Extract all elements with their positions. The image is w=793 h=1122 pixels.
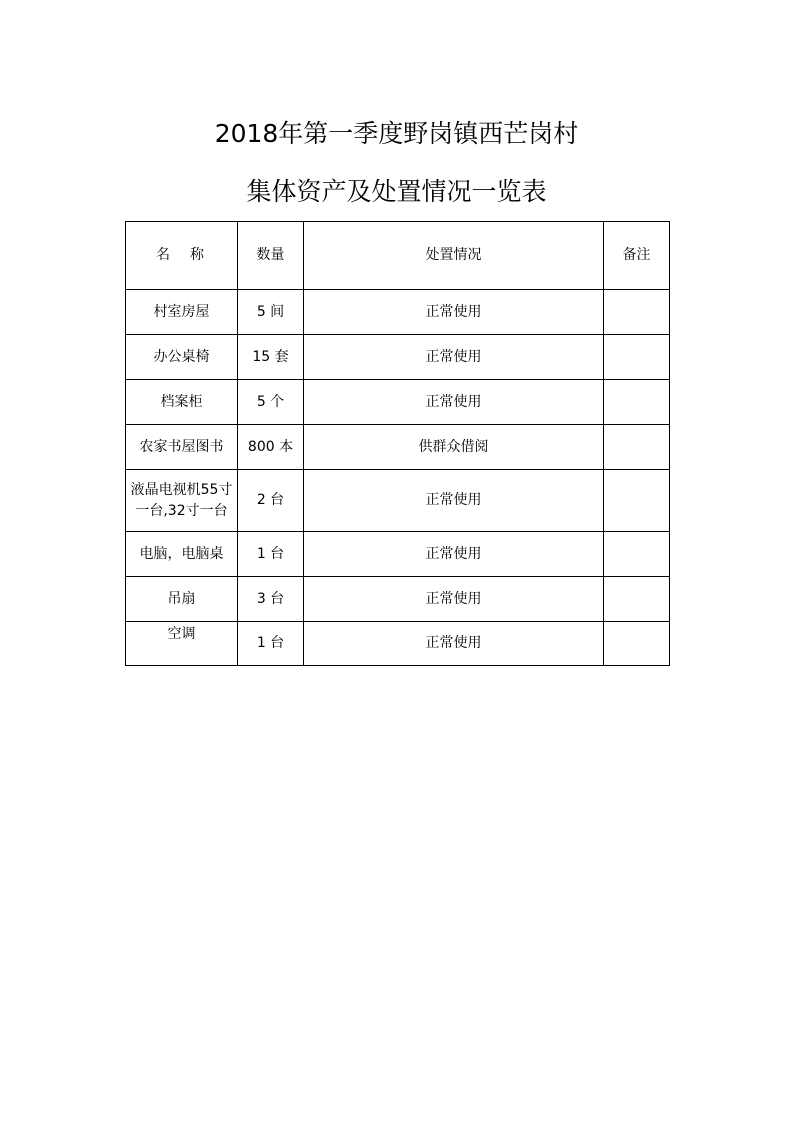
cell-quantity: 5 个 <box>238 380 304 425</box>
cell-name: 办公桌椅 <box>126 335 238 380</box>
asset-table <box>125 221 670 666</box>
table-row <box>126 425 670 470</box>
cell-status: 正常使用 <box>304 290 604 335</box>
cell-status: 供群众借阅 <box>304 425 604 470</box>
cell-status: 正常使用 <box>304 335 604 380</box>
cell-name: 档案柜 <box>126 380 238 425</box>
header-status: 处置情况 <box>304 222 604 290</box>
cell-status: 正常使用 <box>304 532 604 577</box>
cell-remark <box>604 335 670 380</box>
table-row <box>126 290 670 335</box>
cell-status: 正常使用 <box>304 577 604 622</box>
cell-remark <box>604 425 670 470</box>
header-name: 名称 <box>126 222 238 290</box>
header-remark: 备注 <box>604 222 670 290</box>
cell-quantity: 800 本 <box>238 425 304 470</box>
cell-status: 正常使用 <box>304 470 604 532</box>
cell-status: 正常使用 <box>304 380 604 425</box>
cell-remark <box>604 577 670 622</box>
cell-remark <box>604 380 670 425</box>
table-row <box>126 380 670 425</box>
cell-quantity: 2 台 <box>238 470 304 532</box>
cell-quantity: 5 间 <box>238 290 304 335</box>
cell-name: 液晶电视机55寸一台,32寸一台 <box>126 470 238 532</box>
cell-name: 村室房屋 <box>126 290 238 335</box>
cell-quantity: 1 台 <box>238 622 304 666</box>
document-title-line-1: 2018年第一季度野岗镇西芒岗村 <box>214 119 579 148</box>
cell-name: 空调 <box>126 622 238 666</box>
cell-name: 电脑，电脑桌 <box>126 532 238 577</box>
table-header-row <box>126 222 670 290</box>
table-row <box>126 532 670 577</box>
cell-name: 农家书屋图书 <box>126 425 238 470</box>
cell-quantity: 3 台 <box>238 577 304 622</box>
cell-quantity: 15 套 <box>238 335 304 380</box>
document-title-line-2: 集体资产及处置情况一览表 <box>246 177 547 206</box>
cell-remark <box>604 622 670 666</box>
cell-remark <box>604 532 670 577</box>
header-quantity: 数量 <box>238 222 304 290</box>
cell-name: 吊扇 <box>126 577 238 622</box>
cell-remark <box>604 470 670 532</box>
table-row <box>126 470 670 532</box>
cell-status: 正常使用 <box>304 622 604 666</box>
table-row <box>126 577 670 622</box>
cell-remark <box>604 290 670 335</box>
table-row <box>126 622 670 666</box>
table-row <box>126 335 670 380</box>
cell-quantity: 1 台 <box>238 532 304 577</box>
